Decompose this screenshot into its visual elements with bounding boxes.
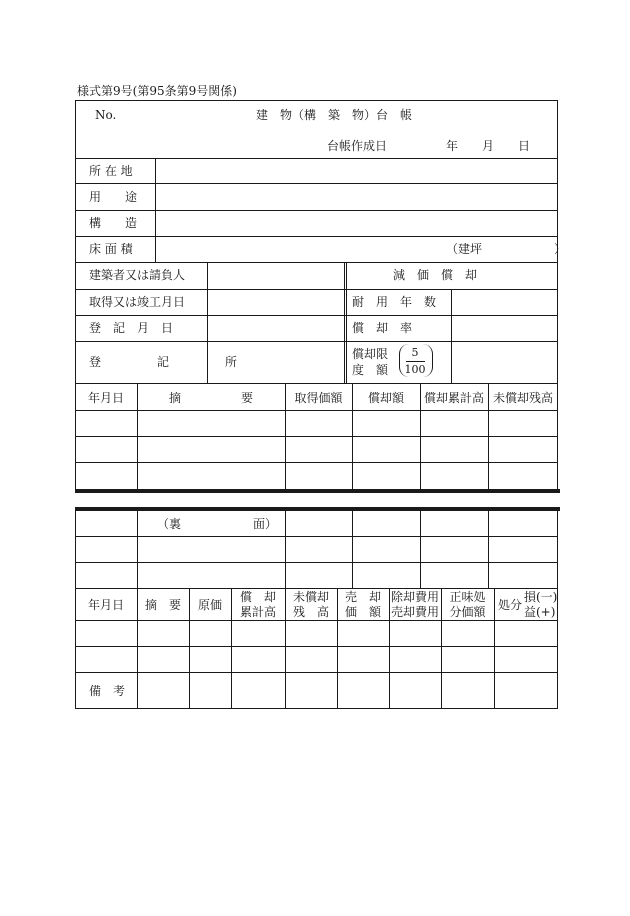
table1-header-date: 年月日 xyxy=(87,391,124,405)
limit-fraction-denominator: 100 xyxy=(404,363,426,376)
table2-header-undep-line2: 残 高 xyxy=(292,605,329,619)
ledger-number-label: No. xyxy=(95,108,117,122)
limit-label-line1: 償却限 xyxy=(352,347,389,361)
created-year-label: 年 xyxy=(446,139,459,153)
acquired-date-label: 取得又は竣工月日 xyxy=(89,295,186,309)
remarks-label: 備 考 xyxy=(89,684,126,698)
table2-header-cost: 原価 xyxy=(197,598,222,612)
table2-header-dep-line2: 累計高 xyxy=(239,605,276,619)
table2-header-net-line2: 分価額 xyxy=(449,605,486,619)
table2-header-dep-line1: 償 却 xyxy=(239,590,276,604)
structure-label: 構 造 xyxy=(89,216,138,230)
builder-label: 建築者又は請負人 xyxy=(89,268,186,282)
purpose-label: 用 途 xyxy=(89,190,138,204)
table2-header-gain: 益(+) xyxy=(524,605,556,619)
table1-header-accumulated: 償却累計高 xyxy=(423,391,484,405)
front-top-border xyxy=(75,100,558,101)
table1-header-acquisition: 取得価額 xyxy=(294,391,343,405)
table1-header-summary: 摘 要 xyxy=(168,391,253,405)
floor-area-label: 床 面 積 xyxy=(89,242,133,256)
depreciation-rate-label: 償 却 率 xyxy=(352,321,413,335)
fold-separator-top xyxy=(75,489,560,493)
table2-header-loss: 損(一) xyxy=(524,590,558,604)
useful-life-label: 耐 用 年 数 xyxy=(352,295,437,309)
back-bottom-border xyxy=(75,708,558,709)
created-date-label: 台帳作成日 xyxy=(327,139,388,153)
created-month-label: 月 xyxy=(482,139,495,153)
table2-header-sale-line1: 売 却 xyxy=(344,590,381,604)
depreciation-heading: 減 価 償 却 xyxy=(393,268,478,282)
created-day-label: 日 xyxy=(518,139,531,153)
location-label: 所 在 地 xyxy=(89,164,133,178)
ledger-title: 建 物（構 築 物）台 帳 xyxy=(256,108,413,122)
table2-header-removal-line1: 除却費用 xyxy=(390,590,439,604)
table2-header-net-line1: 正味処 xyxy=(449,590,486,604)
form-title: 様式第9号(第95条第9号関係) xyxy=(77,84,237,98)
table2-header-sale-line2: 価 額 xyxy=(344,605,381,619)
tsubo-label: （建坪 ） xyxy=(446,242,567,256)
registered-date-label: 登 記 月 日 xyxy=(89,321,174,335)
table2-header-undep-line1: 未償却 xyxy=(292,590,329,604)
table2-header-summary: 摘 要 xyxy=(144,598,181,612)
table1-header-depreciation: 償却額 xyxy=(367,391,404,405)
limit-fraction-bar xyxy=(406,361,425,362)
table2-header-removal-line2: 売却費用 xyxy=(390,605,439,619)
limit-label-line2: 度 額 xyxy=(352,363,389,377)
back-side-label: （裏 面） xyxy=(157,517,278,531)
table2-header-date: 年月日 xyxy=(87,598,124,612)
limit-fraction-numerator: 5 xyxy=(411,346,419,359)
table2-header-disposal: 処分 xyxy=(498,598,523,612)
table1-header-undepreciated: 未償却残高 xyxy=(492,391,553,405)
registry-office-label: 登 記 所 xyxy=(89,355,260,369)
